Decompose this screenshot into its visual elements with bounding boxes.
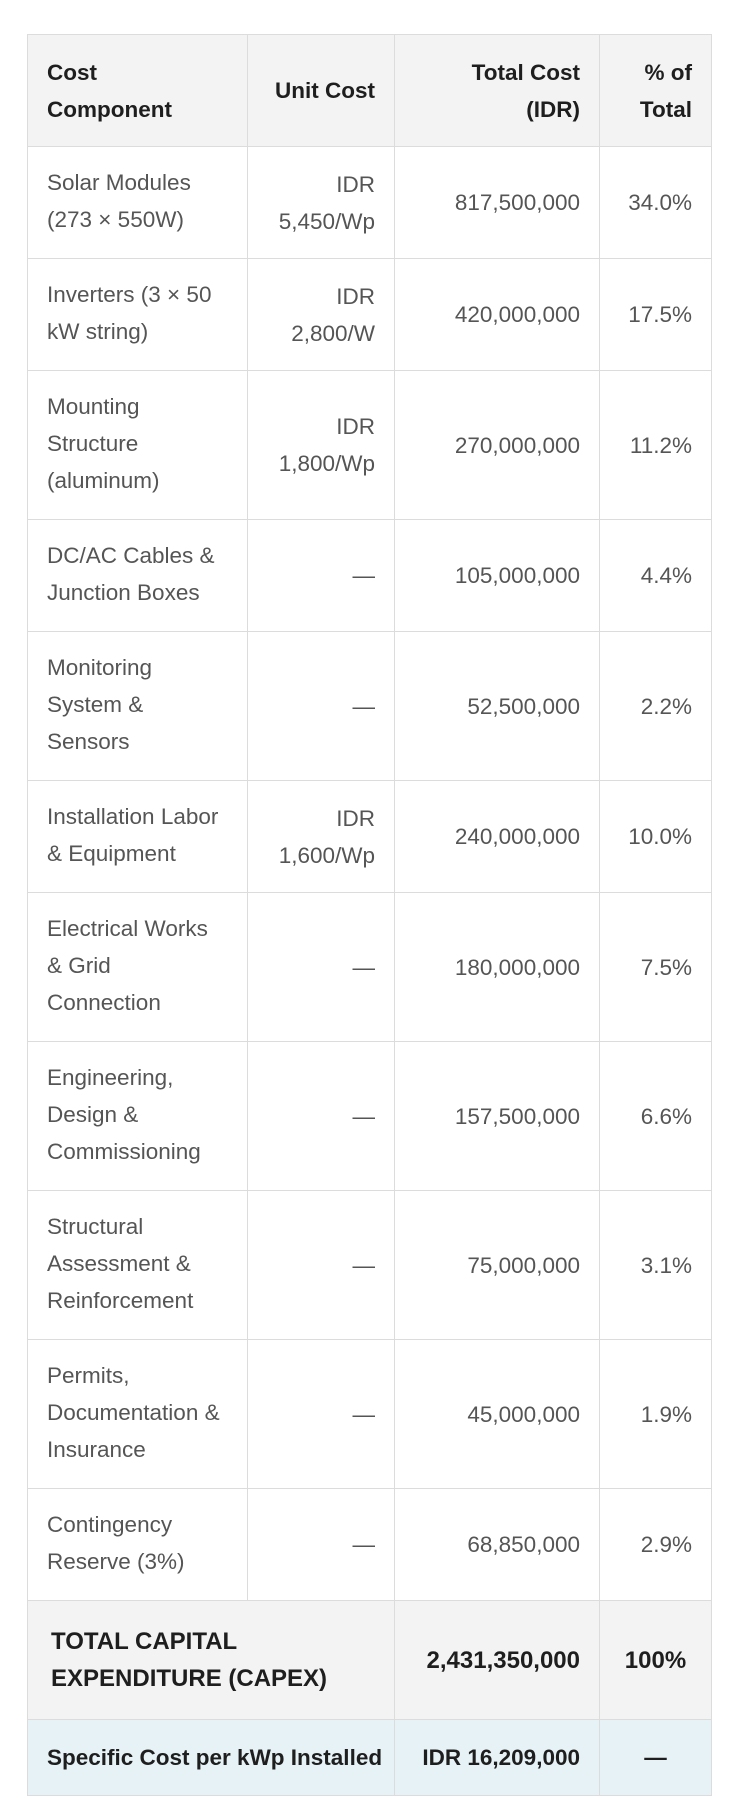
cell-unit-cost: — xyxy=(248,1042,395,1191)
table-row xyxy=(28,147,712,259)
cell-component: Installation Labor & Equipment xyxy=(28,781,248,893)
cell-total-cost: 270,000,000 xyxy=(395,371,600,520)
cell-unit-cost: IDR 2,800/W xyxy=(248,259,395,371)
cell-percent: 10.0% xyxy=(600,781,712,893)
cell-unit-cost: — xyxy=(248,1340,395,1489)
header-percent-line1: % of xyxy=(644,59,692,85)
cell-unit-cost: — xyxy=(248,1489,395,1601)
table-row xyxy=(28,1042,712,1191)
table-row xyxy=(28,1489,712,1601)
cell-component: Mounting Structure (aluminum) xyxy=(28,371,248,520)
cell-component: Inverters (3 × 50 kW string) xyxy=(28,259,248,371)
header-unit-cost: Unit Cost xyxy=(248,35,395,147)
header-cost-component: Cost Component xyxy=(28,35,248,147)
table-row xyxy=(28,1340,712,1489)
capex-table xyxy=(27,34,712,1796)
cell-total-cost: 45,000,000 xyxy=(395,1340,600,1489)
cell-unit-cost: — xyxy=(248,632,395,781)
specific-cost-value: IDR 16,209,000 xyxy=(395,1720,600,1796)
table-row xyxy=(28,371,712,520)
cell-percent: 34.0% xyxy=(600,147,712,259)
table-row xyxy=(28,1191,712,1340)
header-total-cost: Total Cost (IDR) xyxy=(395,35,600,147)
cell-component: Structural Assessment & Reinforcement xyxy=(28,1191,248,1340)
cell-percent: 2.2% xyxy=(600,632,712,781)
cell-percent: 1.9% xyxy=(600,1340,712,1489)
cell-total-cost: 420,000,000 xyxy=(395,259,600,371)
cell-component: Solar Modules (273 × 550W) xyxy=(28,147,248,259)
cell-percent: 4.4% xyxy=(600,520,712,632)
cell-percent: 2.9% xyxy=(600,1489,712,1601)
total-capex-percent: 100% xyxy=(600,1601,712,1720)
table-row xyxy=(28,632,712,781)
cell-unit-cost: — xyxy=(248,893,395,1042)
cell-percent: 7.5% xyxy=(600,893,712,1042)
cell-total-cost: 157,500,000 xyxy=(395,1042,600,1191)
cell-percent: 6.6% xyxy=(600,1042,712,1191)
header-percent-total xyxy=(600,35,712,147)
cell-unit-cost: — xyxy=(248,1191,395,1340)
cell-unit-cost: IDR 1,800/Wp xyxy=(248,371,395,520)
cell-component: DC/AC Cables & Junction Boxes xyxy=(28,520,248,632)
specific-cost-row xyxy=(28,1720,712,1796)
table-row xyxy=(28,259,712,371)
table-header-row xyxy=(28,35,712,147)
total-capex-label: TOTAL CAPITAL EXPENDITURE (CAPEX) xyxy=(28,1601,395,1720)
cell-total-cost: 52,500,000 xyxy=(395,632,600,781)
cell-total-cost: 68,850,000 xyxy=(395,1489,600,1601)
total-capex-value: 2,431,350,000 xyxy=(395,1601,600,1720)
cell-percent: 11.2% xyxy=(600,371,712,520)
cell-total-cost: 240,000,000 xyxy=(395,781,600,893)
cell-component: Contingency Reserve (3%) xyxy=(28,1489,248,1601)
table-row xyxy=(28,781,712,893)
table-row xyxy=(28,893,712,1042)
cell-unit-cost: — xyxy=(248,520,395,632)
capex-table-container xyxy=(27,34,711,1796)
header-percent-line2: Total xyxy=(639,96,692,122)
cell-component: Monitoring System & Sensors xyxy=(28,632,248,781)
total-capex-row xyxy=(28,1601,712,1720)
cell-percent: 3.1% xyxy=(600,1191,712,1340)
cell-unit-cost: IDR 1,600/Wp xyxy=(248,781,395,893)
cell-component: Electrical Works & Grid Connection xyxy=(28,893,248,1042)
cell-unit-cost: IDR 5,450/Wp xyxy=(248,147,395,259)
specific-cost-percent: — xyxy=(600,1720,712,1796)
table-row xyxy=(28,520,712,632)
cell-component: Engineering, Design & Commissioning xyxy=(28,1042,248,1191)
cell-component: Permits, Documentation & Insurance xyxy=(28,1340,248,1489)
cell-total-cost: 180,000,000 xyxy=(395,893,600,1042)
cell-total-cost: 75,000,000 xyxy=(395,1191,600,1340)
cell-percent: 17.5% xyxy=(600,259,712,371)
cell-total-cost: 105,000,000 xyxy=(395,520,600,632)
specific-cost-label: Specific Cost per kWp Installed xyxy=(28,1720,395,1796)
cell-total-cost: 817,500,000 xyxy=(395,147,600,259)
